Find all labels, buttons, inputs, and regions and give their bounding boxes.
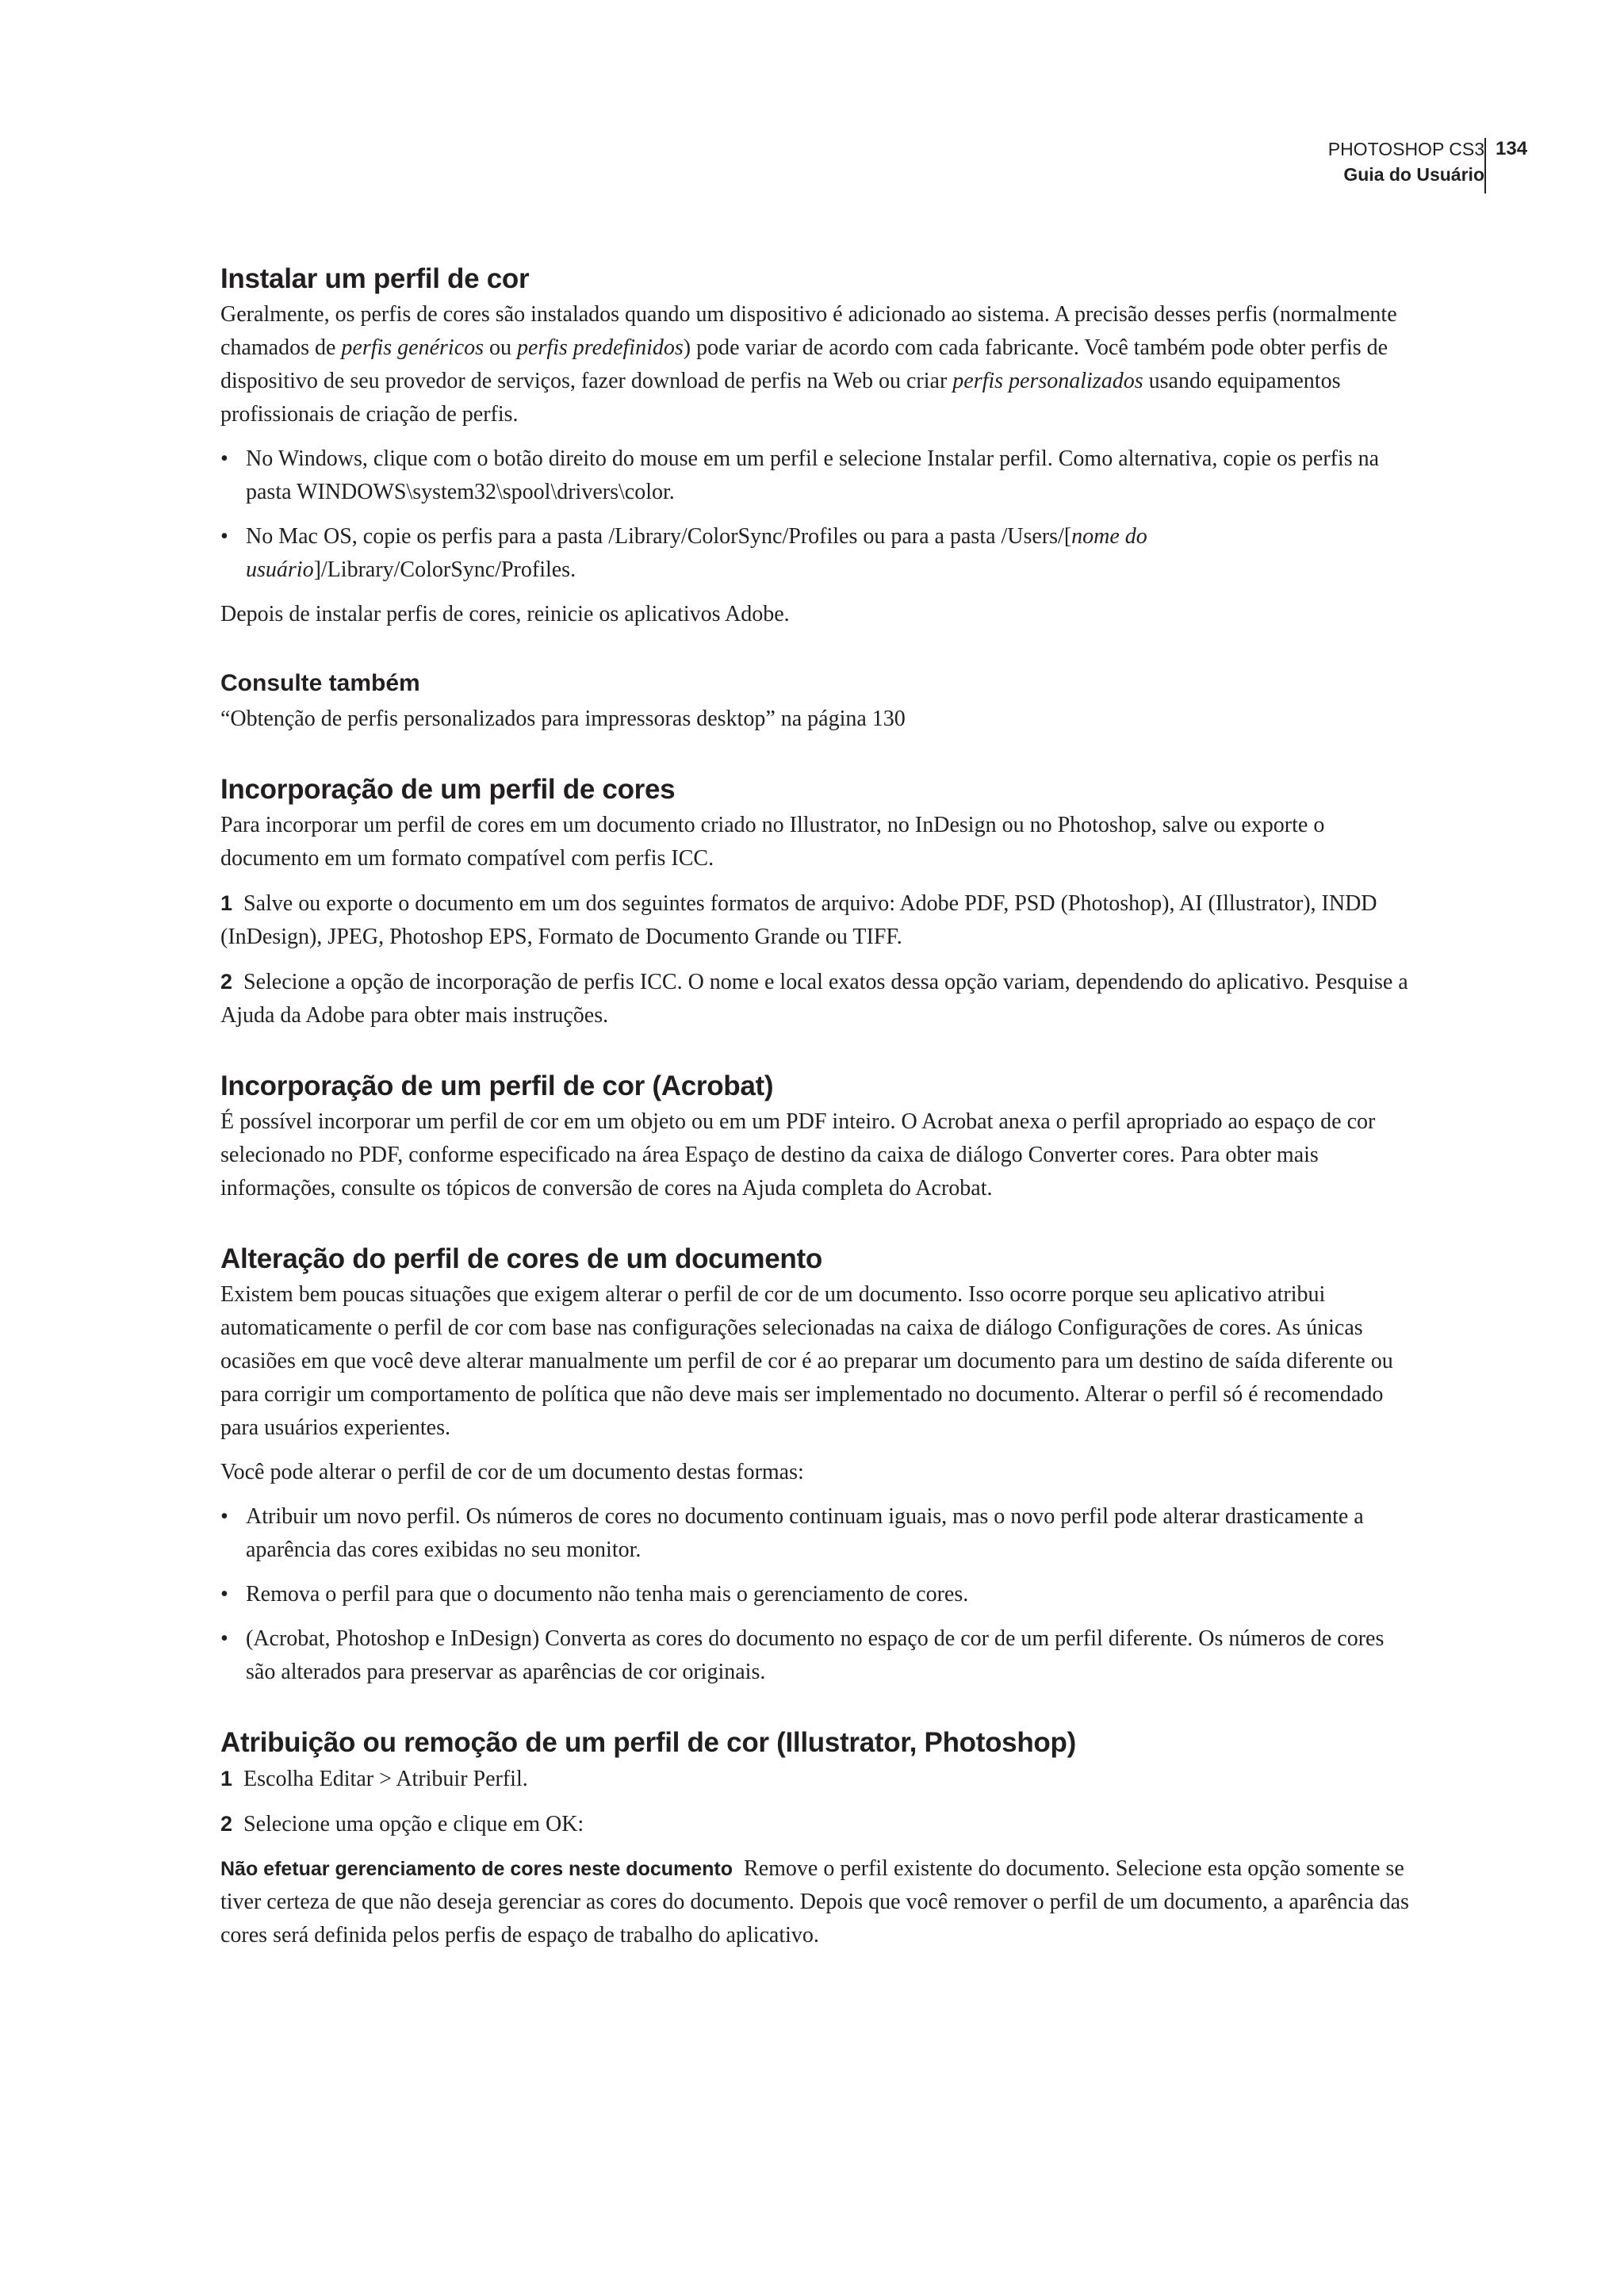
text-run: No Mac OS, copie os perfis para a pasta /Library/ColorSync/Profiles ou para a pasta /Users/[ [246,524,1072,549]
section-title: Incorporação de um perfil de cores [220,774,676,805]
section-change [220,1242,1418,1689]
paragraph: Para incorporar um perfil de cores em um documento criado no Illustrator, no InDesign ou no Photoshop, salve ou exporte o documento em um formato compatível com perfis ICC. [220,813,1325,871]
section-title: Alteração do perfil de cores de um documento [220,1243,822,1274]
cross-reference-link[interactable]: “Obtenção de perfis personalizados para impressoras desktop” na página 130 [220,707,906,731]
step [220,1807,1418,1841]
bullet-icon: • [220,446,228,471]
text-run: Geralmente, os perfis de cores são instalados quando um dispositivo é adicionado ao sistema. A precisão desses perfis (normalmente chamados de [220,302,1397,360]
section-title: Instalar um perfil de cor [220,263,530,294]
step-number: 1 [220,1767,233,1790]
list-item [220,520,1418,587]
paragraph: Você pode alterar o perfil de cor de um documento destas formas: [220,1460,804,1484]
emphasis: perfis personalizados [952,369,1143,393]
bullet-list [220,1500,1418,1689]
header-product: PHOTOSHOP CS3 [1327,139,1484,159]
header-guide: Guia do Usuário [1343,164,1484,185]
step [220,887,1418,954]
header-divider [1484,138,1486,193]
header-titles [1328,136,1484,187]
text-run: usando equipamentos profissionais de criação de perfis. [220,369,1341,427]
bullet-icon: • [220,1504,228,1529]
bullet-icon: • [220,1626,228,1651]
page-body [220,262,1418,1989]
text-run: ]/Library/ColorSync/Profiles. [313,557,576,582]
section-embed-acrobat [220,1069,1418,1205]
list-item-text: Remova o perfil para que o documento não tenha mais o gerenciamento de cores. [246,1582,969,1607]
emphasis: perfis predefinidos [517,335,684,360]
definition-term: Não efetuar gerenciamento de cores neste documento [220,1858,733,1880]
emphasis: perfis genéricos [341,335,485,360]
bullet-icon: • [220,1582,228,1607]
emphasis: nome do usuário [246,524,1147,582]
section-see-also [220,668,1418,736]
step [220,1762,1418,1796]
bullet-icon: • [220,524,228,549]
section-assign [220,1725,1418,1952]
list-item [220,1622,1418,1689]
subsection-title: Consulte também [220,670,420,696]
section-title: Incorporação de um perfil de cor (Acrobat) [220,1070,774,1101]
bullet-list [220,442,1418,587]
step-number: 1 [220,891,233,915]
list-item [220,442,1418,509]
page-number: 134 [1496,138,1528,159]
step-text: Salve ou exporte o documento em um dos seguintes formatos de arquivo: Adobe PDF, PSD (Photoshop), AI (Illustrator), INDD (InDesign), JPEG, Photoshop EPS, Formato de Documento Grande ou TIFF. [220,891,1377,949]
list-item [220,1500,1418,1567]
paragraph: É possível incorporar um perfil de cor em um objeto ou em um PDF inteiro. O Acrobat anexa o perfil apropriado ao espaço de cor selecionado no PDF, conforme especificado na área Espaço de destino da caixa de diálogo Converter cores. Para obter mais informações, consulte os tópicos de conversão de cores na Ajuda completa do Acrobat. [220,1109,1376,1201]
definition-text: Remove o perfil existente do documento. Selecione esta opção somente se tiver certeza de que não deseja gerenciar as cores do documento. Depois que você remover o perfil de um documento, a aparência das cores será definida pelos perfis de espaço de trabalho do aplicativo. [220,1856,1409,1947]
list-item-text: No Windows, clique com o botão direito do mouse em um perfil e selecione Instalar perfil. Como alternativa, copie os perfis na pasta WINDOWS\system32\spool\drivers\color. [246,446,1380,504]
step-number: 2 [220,970,233,994]
step-number: 2 [220,1812,233,1836]
step-text: Escolha Editar > Atribuir Perfil. [243,1767,528,1791]
section-embed [220,772,1418,1032]
list-item-text: Atribuir um novo perfil. Os números de cores no documento continuam iguais, mas o novo perfil pode alterar drasticamente a aparência das cores exibidas no seu monitor. [246,1504,1364,1562]
step [220,965,1418,1032]
step-text: Selecione uma opção e clique em OK: [243,1812,584,1836]
list-item-text: (Acrobat, Photoshop e InDesign) Converta as cores do documento no espaço de cor de um perfil diferente. Os números de cores são alterados para preservar as aparências de cor originais. [246,1626,1385,1684]
running-header [0,136,1624,200]
list-item [220,1578,1418,1611]
definition [220,1852,1418,1952]
paragraph: Existem bem poucas situações que exigem alterar o perfil de cor de um documento. Isso ocorre porque seu aplicativo atribui automaticamente o perfil de cor com base nas configurações selecionadas na caixa de diálogo Configurações de cores. As únicas ocasiões em que você deve alterar manualmente um perfil de cor é ao preparar um documento para um destino de saída diferente ou para corrigir um comportamento de política que não deve mais ser implementado no documento. Alterar o perfil só é recomendado para usuários experientes. [220,1282,1393,1440]
step-text: Selecione a opção de incorporação de perfis ICC. O nome e local exatos dessa opção variam, dependendo do aplicativo. Pesquise a Ajuda da Adobe para obter mais instruções. [220,970,1408,1028]
section-title: Atribuição ou remoção de um perfil de cor (Illustrator, Photoshop) [220,1727,1076,1758]
text-run: ou [484,335,518,360]
paragraph: Depois de instalar perfis de cores, reinicie os aplicativos Adobe. [220,602,790,626]
text-run: ) pode variar de acordo com cada fabricante. Você também pode obter perfis de dispositivo de seu provedor de serviços, fazer download de perfis na Web ou criar [220,335,1388,393]
section-install [220,262,1418,631]
paragraph [220,298,1418,431]
